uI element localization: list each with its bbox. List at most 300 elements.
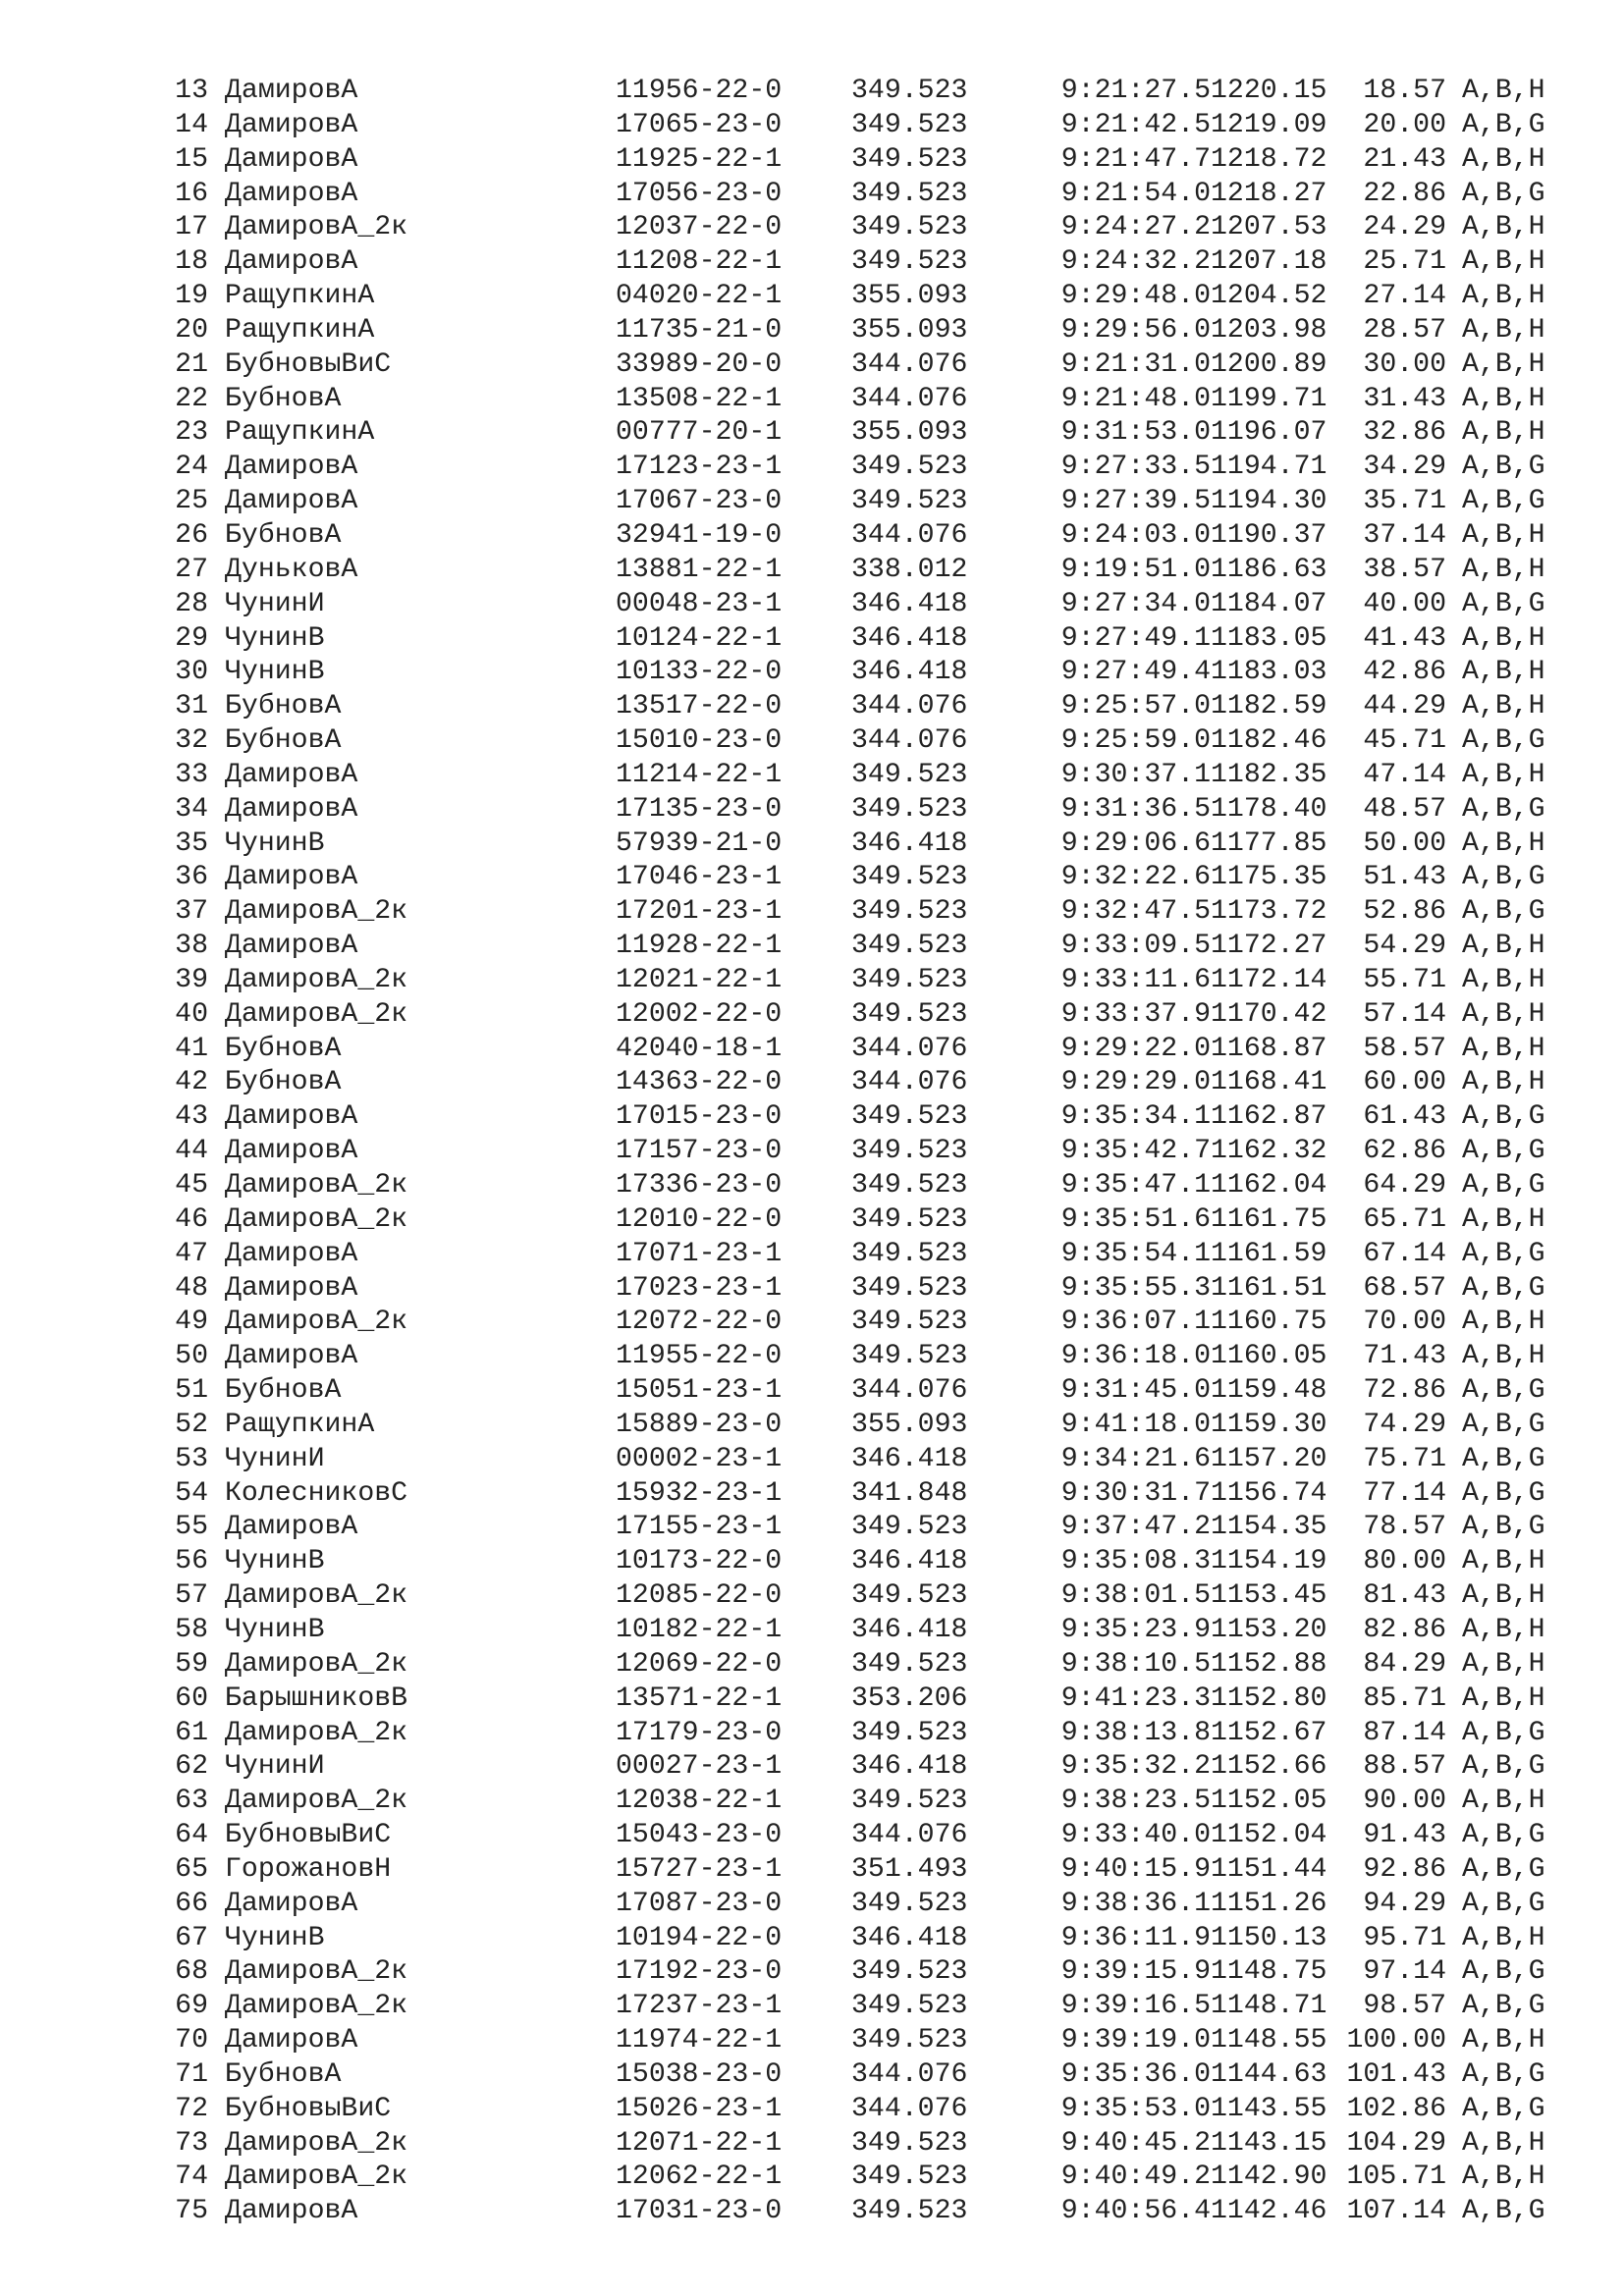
speed-cell: 1203.98 bbox=[1211, 314, 1327, 346]
speed-cell: 1182.46 bbox=[1211, 725, 1327, 757]
distance-cell: 349.523 bbox=[851, 143, 968, 175]
fancier-name-cell: ЧунинВ bbox=[225, 1922, 325, 1953]
place-number-cell: 15 bbox=[175, 143, 208, 175]
flags-cell: A,B,H bbox=[1462, 554, 1545, 585]
points-cell: 85.71 bbox=[1363, 1682, 1446, 1714]
ring-id-cell: 11208-22-1 bbox=[616, 246, 783, 278]
fancier-name-cell: БубновА bbox=[225, 725, 342, 757]
speed-cell: 1183.05 bbox=[1211, 622, 1327, 654]
flags-cell: A,B,H bbox=[1462, 1786, 1545, 1817]
place-number-cell: 48 bbox=[175, 1272, 208, 1304]
flags-cell: A,B,G bbox=[1462, 1238, 1545, 1269]
ring-id-cell: 17155-23-1 bbox=[616, 1512, 783, 1543]
table-row bbox=[157, 1648, 1545, 1682]
ring-id-cell: 13508-22-1 bbox=[616, 383, 783, 414]
flags-cell: A,B,H bbox=[1462, 212, 1545, 243]
speed-cell: 1143.15 bbox=[1211, 2127, 1327, 2159]
distance-cell: 349.523 bbox=[851, 1717, 968, 1748]
ring-id-cell: 12021-22-1 bbox=[616, 964, 783, 995]
flags-cell: A,B,H bbox=[1462, 1614, 1545, 1645]
ring-id-cell: 15038-23-0 bbox=[616, 2058, 783, 2090]
place-number-cell: 32 bbox=[175, 725, 208, 757]
points-cell: 67.14 bbox=[1363, 1238, 1446, 1269]
table-row bbox=[157, 314, 1545, 348]
arrival-time-cell: 9:38:10.5 bbox=[1060, 1648, 1211, 1680]
table-row bbox=[157, 1853, 1545, 1888]
table-row bbox=[157, 690, 1545, 724]
table-row bbox=[157, 895, 1545, 930]
table-row bbox=[157, 1100, 1545, 1135]
distance-cell: 349.523 bbox=[851, 896, 968, 928]
table-row bbox=[157, 793, 1545, 828]
distance-cell: 349.523 bbox=[851, 76, 968, 106]
flags-cell: A,B,H bbox=[1462, 2162, 1545, 2193]
ring-id-cell: 15010-23-0 bbox=[616, 725, 783, 757]
points-cell: 50.00 bbox=[1363, 828, 1446, 859]
ring-id-cell: 17067-23-0 bbox=[616, 486, 783, 517]
table-row bbox=[157, 588, 1545, 622]
flags-cell: A,B,G bbox=[1462, 1888, 1545, 1919]
fancier-name-cell: ДамировА_2к bbox=[225, 2127, 408, 2159]
points-cell: 92.86 bbox=[1363, 1853, 1446, 1885]
speed-cell: 1156.74 bbox=[1211, 1477, 1327, 1509]
speed-cell: 1159.48 bbox=[1211, 1375, 1327, 1407]
place-number-cell: 55 bbox=[175, 1512, 208, 1543]
flags-cell: A,B,H bbox=[1462, 1203, 1545, 1235]
place-number-cell: 70 bbox=[175, 2025, 208, 2056]
place-number-cell: 42 bbox=[175, 1067, 208, 1098]
place-number-cell: 14 bbox=[175, 109, 208, 140]
fancier-name-cell: ДамировА bbox=[225, 862, 358, 893]
points-cell: 72.86 bbox=[1363, 1375, 1446, 1407]
ring-id-cell: 57939-21-0 bbox=[616, 828, 783, 859]
flags-cell: A,B,G bbox=[1462, 1409, 1545, 1440]
arrival-time-cell: 9:37:47.2 bbox=[1060, 1512, 1211, 1543]
fancier-name-cell: ДамировА_2к bbox=[225, 1991, 408, 2022]
distance-cell: 349.523 bbox=[851, 1648, 968, 1680]
flags-cell: A,B,H bbox=[1462, 691, 1545, 722]
points-cell: 87.14 bbox=[1363, 1717, 1446, 1748]
table-row bbox=[157, 178, 1545, 212]
flags-cell: A,B,H bbox=[1462, 519, 1545, 551]
place-number-cell: 45 bbox=[175, 1170, 208, 1201]
points-cell: 25.71 bbox=[1363, 246, 1446, 278]
place-number-cell: 57 bbox=[175, 1580, 208, 1612]
ring-id-cell: 17237-23-1 bbox=[616, 1991, 783, 2022]
flags-cell: A,B,G bbox=[1462, 725, 1545, 757]
ring-id-cell: 17192-23-0 bbox=[616, 1956, 783, 1988]
points-cell: 54.29 bbox=[1363, 931, 1446, 962]
ring-id-cell: 11735-21-0 bbox=[616, 314, 783, 346]
points-cell: 88.57 bbox=[1363, 1751, 1446, 1783]
arrival-time-cell: 9:33:40.0 bbox=[1060, 1820, 1211, 1851]
fancier-name-cell: БубновА bbox=[225, 2058, 342, 2090]
fancier-name-cell: ДамировА_2к bbox=[225, 212, 408, 243]
points-cell: 48.57 bbox=[1363, 793, 1446, 825]
place-number-cell: 20 bbox=[175, 314, 208, 346]
table-row bbox=[157, 280, 1545, 314]
distance-cell: 349.523 bbox=[851, 452, 968, 483]
flags-cell: A,B,G bbox=[1462, 1991, 1545, 2022]
place-number-cell: 26 bbox=[175, 519, 208, 551]
points-cell: 105.71 bbox=[1346, 2162, 1446, 2193]
ring-id-cell: 33989-20-0 bbox=[616, 348, 783, 380]
points-cell: 71.43 bbox=[1363, 1341, 1446, 1372]
ring-id-cell: 17015-23-0 bbox=[616, 1101, 783, 1133]
points-cell: 28.57 bbox=[1363, 314, 1446, 346]
flags-cell: A,B,H bbox=[1462, 246, 1545, 278]
flags-cell: A,B,H bbox=[1462, 314, 1545, 346]
ring-id-cell: 00777-20-1 bbox=[616, 417, 783, 449]
distance-cell: 349.523 bbox=[851, 998, 968, 1030]
arrival-time-cell: 9:32:47.5 bbox=[1060, 896, 1211, 928]
table-row bbox=[157, 1066, 1545, 1100]
distance-cell: 346.418 bbox=[851, 1751, 968, 1783]
arrival-time-cell: 9:31:45.0 bbox=[1060, 1375, 1211, 1407]
speed-cell: 1178.40 bbox=[1211, 793, 1327, 825]
flags-cell: A,B,H bbox=[1462, 1648, 1545, 1680]
place-number-cell: 38 bbox=[175, 931, 208, 962]
ring-id-cell: 11214-22-1 bbox=[616, 759, 783, 790]
speed-cell: 1152.66 bbox=[1211, 1751, 1327, 1783]
distance-cell: 349.523 bbox=[851, 178, 968, 209]
table-row bbox=[157, 1750, 1545, 1785]
place-number-cell: 36 bbox=[175, 862, 208, 893]
fancier-name-cell: БубновыВиС bbox=[225, 348, 392, 380]
points-cell: 104.29 bbox=[1346, 2127, 1446, 2159]
distance-cell: 349.523 bbox=[851, 759, 968, 790]
speed-cell: 1183.03 bbox=[1211, 657, 1327, 688]
fancier-name-cell: ДамировА bbox=[225, 76, 358, 106]
place-number-cell: 71 bbox=[175, 2058, 208, 2090]
arrival-time-cell: 9:30:31.7 bbox=[1060, 1477, 1211, 1509]
arrival-time-cell: 9:21:54.0 bbox=[1060, 178, 1211, 209]
speed-cell: 1152.05 bbox=[1211, 1786, 1327, 1817]
points-cell: 77.14 bbox=[1363, 1477, 1446, 1509]
fancier-name-cell: ЧунинВ bbox=[225, 828, 325, 859]
flags-cell: A,B,H bbox=[1462, 964, 1545, 995]
distance-cell: 346.418 bbox=[851, 828, 968, 859]
table-row bbox=[157, 1579, 1545, 1614]
place-number-cell: 19 bbox=[175, 281, 208, 312]
table-row bbox=[157, 1511, 1545, 1545]
table-row bbox=[157, 1717, 1545, 1751]
ring-id-cell: 12072-22-0 bbox=[616, 1307, 783, 1338]
arrival-time-cell: 9:29:48.0 bbox=[1060, 281, 1211, 312]
arrival-time-cell: 9:39:19.0 bbox=[1060, 2025, 1211, 2056]
table-row bbox=[157, 211, 1545, 245]
fancier-name-cell: ЧунинИ bbox=[225, 1751, 325, 1783]
place-number-cell: 62 bbox=[175, 1751, 208, 1783]
speed-cell: 1175.35 bbox=[1211, 862, 1327, 893]
points-cell: 40.00 bbox=[1363, 588, 1446, 619]
ring-id-cell: 15889-23-0 bbox=[616, 1409, 783, 1440]
points-cell: 80.00 bbox=[1363, 1546, 1446, 1577]
table-row bbox=[157, 828, 1545, 862]
speed-cell: 1142.46 bbox=[1211, 2196, 1327, 2227]
distance-cell: 344.076 bbox=[851, 1375, 968, 1407]
place-number-cell: 54 bbox=[175, 1477, 208, 1509]
table-row bbox=[157, 2127, 1545, 2162]
fancier-name-cell: РащупкинА bbox=[225, 281, 375, 312]
flags-cell: A,B,G bbox=[1462, 1853, 1545, 1885]
speed-cell: 1177.85 bbox=[1211, 828, 1327, 859]
arrival-time-cell: 9:27:49.4 bbox=[1060, 657, 1211, 688]
place-number-cell: 63 bbox=[175, 1786, 208, 1817]
place-number-cell: 52 bbox=[175, 1409, 208, 1440]
points-cell: 61.43 bbox=[1363, 1101, 1446, 1133]
fancier-name-cell: ДамировА bbox=[225, 1341, 358, 1372]
points-cell: 41.43 bbox=[1363, 622, 1446, 654]
speed-cell: 1182.59 bbox=[1211, 691, 1327, 722]
flags-cell: A,B,G bbox=[1462, 1101, 1545, 1133]
arrival-time-cell: 9:35:32.2 bbox=[1060, 1751, 1211, 1783]
table-row bbox=[157, 2161, 1545, 2195]
table-row bbox=[157, 245, 1545, 280]
distance-cell: 344.076 bbox=[851, 1067, 968, 1098]
speed-cell: 1218.27 bbox=[1211, 178, 1327, 209]
distance-cell: 344.076 bbox=[851, 1820, 968, 1851]
speed-cell: 1194.30 bbox=[1211, 486, 1327, 517]
flags-cell: A,B,G bbox=[1462, 486, 1545, 517]
distance-cell: 349.523 bbox=[851, 1170, 968, 1201]
place-number-cell: 59 bbox=[175, 1648, 208, 1680]
table-row bbox=[157, 1819, 1545, 1853]
speed-cell: 1161.59 bbox=[1211, 1238, 1327, 1269]
arrival-time-cell: 9:21:47.7 bbox=[1060, 143, 1211, 175]
fancier-name-cell: ДамировА bbox=[225, 246, 358, 278]
table-row bbox=[157, 485, 1545, 519]
fancier-name-cell: ДамировА bbox=[225, 143, 358, 175]
flags-cell: A,B,G bbox=[1462, 1751, 1545, 1783]
distance-cell: 346.418 bbox=[851, 1614, 968, 1645]
fancier-name-cell: ДамировА_2к bbox=[225, 1956, 408, 1988]
fancier-name-cell: РащупкинА bbox=[225, 314, 375, 346]
points-cell: 68.57 bbox=[1363, 1272, 1446, 1304]
ring-id-cell: 11925-22-1 bbox=[616, 143, 783, 175]
ring-id-cell: 13881-22-1 bbox=[616, 554, 783, 585]
table-row bbox=[157, 1169, 1545, 1203]
distance-cell: 349.523 bbox=[851, 964, 968, 995]
distance-cell: 346.418 bbox=[851, 1546, 968, 1577]
distance-cell: 344.076 bbox=[851, 1033, 968, 1064]
place-number-cell: 75 bbox=[175, 2196, 208, 2227]
distance-cell: 349.523 bbox=[851, 931, 968, 962]
table-row bbox=[157, 998, 1545, 1033]
fancier-name-cell: ДамировА_2к bbox=[225, 964, 408, 995]
fancier-name-cell: ЧунинВ bbox=[225, 1614, 325, 1645]
speed-cell: 1159.30 bbox=[1211, 1409, 1327, 1440]
arrival-time-cell: 9:27:49.1 bbox=[1060, 622, 1211, 654]
speed-cell: 1207.53 bbox=[1211, 212, 1327, 243]
distance-cell: 353.206 bbox=[851, 1682, 968, 1714]
speed-cell: 1199.71 bbox=[1211, 383, 1327, 414]
points-cell: 81.43 bbox=[1363, 1580, 1446, 1612]
points-cell: 98.57 bbox=[1363, 1991, 1446, 2022]
table-row bbox=[157, 1135, 1545, 1169]
distance-cell: 349.523 bbox=[851, 1307, 968, 1338]
distance-cell: 346.418 bbox=[851, 1443, 968, 1474]
fancier-name-cell: ДамировА bbox=[225, 452, 358, 483]
ring-id-cell: 17336-23-0 bbox=[616, 1170, 783, 1201]
points-cell: 84.29 bbox=[1363, 1648, 1446, 1680]
flags-cell: A,B,H bbox=[1462, 348, 1545, 380]
flags-cell: A,B,G bbox=[1462, 178, 1545, 209]
distance-cell: 349.523 bbox=[851, 1136, 968, 1167]
fancier-name-cell: БубновА bbox=[225, 1067, 342, 1098]
arrival-time-cell: 9:27:39.5 bbox=[1060, 486, 1211, 517]
arrival-time-cell: 9:38:13.8 bbox=[1060, 1717, 1211, 1748]
flags-cell: A,B,H bbox=[1462, 828, 1545, 859]
distance-cell: 349.523 bbox=[851, 212, 968, 243]
place-number-cell: 25 bbox=[175, 486, 208, 517]
table-row bbox=[157, 554, 1545, 588]
distance-cell: 349.523 bbox=[851, 1341, 968, 1372]
distance-cell: 344.076 bbox=[851, 383, 968, 414]
ring-id-cell: 17023-23-1 bbox=[616, 1272, 783, 1304]
arrival-time-cell: 9:35:53.0 bbox=[1060, 2093, 1211, 2124]
flags-cell: A,B,H bbox=[1462, 1067, 1545, 1098]
arrival-time-cell: 9:29:06.6 bbox=[1060, 828, 1211, 859]
fancier-name-cell: ДамировА_2к bbox=[225, 1648, 408, 1680]
ring-id-cell: 17157-23-0 bbox=[616, 1136, 783, 1167]
table-row bbox=[157, 930, 1545, 964]
flags-cell: A,B,H bbox=[1462, 998, 1545, 1030]
ring-id-cell: 12010-22-0 bbox=[616, 1203, 783, 1235]
speed-cell: 1172.14 bbox=[1211, 964, 1327, 995]
distance-cell: 355.093 bbox=[851, 281, 968, 312]
fancier-name-cell: ДамировА_2к bbox=[225, 1170, 408, 1201]
flags-cell: A,B,H bbox=[1462, 76, 1545, 106]
speed-cell: 1190.37 bbox=[1211, 519, 1327, 551]
points-cell: 94.29 bbox=[1363, 1888, 1446, 1919]
table-row bbox=[157, 109, 1545, 143]
fancier-name-cell: ДамировА bbox=[225, 2025, 358, 2056]
points-cell: 78.57 bbox=[1363, 1512, 1446, 1543]
arrival-time-cell: 9:31:36.5 bbox=[1060, 793, 1211, 825]
flags-cell: A,B,H bbox=[1462, 281, 1545, 312]
flags-cell: A,B,G bbox=[1462, 896, 1545, 928]
ring-id-cell: 12071-22-1 bbox=[616, 2127, 783, 2159]
fancier-name-cell: РащупкинА bbox=[225, 1409, 375, 1440]
distance-cell: 349.523 bbox=[851, 2196, 968, 2227]
distance-cell: 349.523 bbox=[851, 862, 968, 893]
table-row bbox=[157, 1443, 1545, 1477]
flags-cell: A,B,H bbox=[1462, 1682, 1545, 1714]
points-cell: 102.86 bbox=[1346, 2093, 1446, 2124]
speed-cell: 1204.52 bbox=[1211, 281, 1327, 312]
ring-id-cell: 10194-22-0 bbox=[616, 1922, 783, 1953]
ring-id-cell: 12062-22-1 bbox=[616, 2162, 783, 2193]
points-cell: 35.71 bbox=[1363, 486, 1446, 517]
table-row bbox=[157, 2058, 1545, 2093]
distance-cell: 346.418 bbox=[851, 588, 968, 619]
distance-cell: 349.523 bbox=[851, 1203, 968, 1235]
table-row bbox=[157, 1306, 1545, 1340]
speed-cell: 1172.27 bbox=[1211, 931, 1327, 962]
table-row bbox=[157, 1033, 1545, 1067]
table-row bbox=[157, 2024, 1545, 2058]
arrival-time-cell: 9:38:36.1 bbox=[1060, 1888, 1211, 1919]
arrival-time-cell: 9:38:01.5 bbox=[1060, 1580, 1211, 1612]
ring-id-cell: 15051-23-1 bbox=[616, 1375, 783, 1407]
place-number-cell: 29 bbox=[175, 622, 208, 654]
points-cell: 74.29 bbox=[1363, 1409, 1446, 1440]
table-row bbox=[157, 1272, 1545, 1307]
points-cell: 32.86 bbox=[1363, 417, 1446, 449]
ring-id-cell: 10182-22-1 bbox=[616, 1614, 783, 1645]
ring-id-cell: 17046-23-1 bbox=[616, 862, 783, 893]
ring-id-cell: 15727-23-1 bbox=[616, 1853, 783, 1885]
arrival-time-cell: 9:21:31.0 bbox=[1060, 348, 1211, 380]
flags-cell: A,B,G bbox=[1462, 2093, 1545, 2124]
speed-cell: 1162.04 bbox=[1211, 1170, 1327, 1201]
arrival-time-cell: 9:21:42.5 bbox=[1060, 109, 1211, 140]
points-cell: 57.14 bbox=[1363, 998, 1446, 1030]
speed-cell: 1207.18 bbox=[1211, 246, 1327, 278]
flags-cell: A,B,H bbox=[1462, 1341, 1545, 1372]
place-number-cell: 33 bbox=[175, 759, 208, 790]
speed-cell: 1144.63 bbox=[1211, 2058, 1327, 2090]
flags-cell: A,B,G bbox=[1462, 1477, 1545, 1509]
distance-cell: 355.093 bbox=[851, 417, 968, 449]
speed-cell: 1151.26 bbox=[1211, 1888, 1327, 1919]
arrival-time-cell: 9:35:36.0 bbox=[1060, 2058, 1211, 2090]
distance-cell: 344.076 bbox=[851, 2093, 968, 2124]
points-cell: 24.29 bbox=[1363, 212, 1446, 243]
arrival-time-cell: 9:21:48.0 bbox=[1060, 383, 1211, 414]
ring-id-cell: 17065-23-0 bbox=[616, 109, 783, 140]
fancier-name-cell: ДамировА bbox=[225, 1238, 358, 1269]
ring-id-cell: 17135-23-0 bbox=[616, 793, 783, 825]
fancier-name-cell: БубновыВиС bbox=[225, 2093, 392, 2124]
place-number-cell: 61 bbox=[175, 1717, 208, 1748]
ring-id-cell: 15932-23-1 bbox=[616, 1477, 783, 1509]
speed-cell: 1200.89 bbox=[1211, 348, 1327, 380]
place-number-cell: 30 bbox=[175, 657, 208, 688]
points-cell: 82.86 bbox=[1363, 1614, 1446, 1645]
arrival-time-cell: 9:41:23.3 bbox=[1060, 1682, 1211, 1714]
ring-id-cell: 15026-23-1 bbox=[616, 2093, 783, 2124]
fancier-name-cell: БубновА bbox=[225, 519, 342, 551]
arrival-time-cell: 9:29:29.0 bbox=[1060, 1067, 1211, 1098]
speed-cell: 1154.19 bbox=[1211, 1546, 1327, 1577]
distance-cell: 349.523 bbox=[851, 486, 968, 517]
table-row bbox=[157, 2093, 1545, 2127]
place-number-cell: 58 bbox=[175, 1614, 208, 1645]
place-number-cell: 43 bbox=[175, 1101, 208, 1133]
arrival-time-cell: 9:36:07.1 bbox=[1060, 1307, 1211, 1338]
points-cell: 62.86 bbox=[1363, 1136, 1446, 1167]
arrival-time-cell: 9:29:22.0 bbox=[1060, 1033, 1211, 1064]
place-number-cell: 17 bbox=[175, 212, 208, 243]
points-cell: 37.14 bbox=[1363, 519, 1446, 551]
results-table bbox=[157, 75, 1545, 2229]
ring-id-cell: 12002-22-0 bbox=[616, 998, 783, 1030]
place-number-cell: 72 bbox=[175, 2093, 208, 2124]
ring-id-cell: 10124-22-1 bbox=[616, 622, 783, 654]
arrival-time-cell: 9:35:54.1 bbox=[1060, 1238, 1211, 1269]
place-number-cell: 53 bbox=[175, 1443, 208, 1474]
speed-cell: 1150.13 bbox=[1211, 1922, 1327, 1953]
ring-id-cell: 10133-22-0 bbox=[616, 657, 783, 688]
points-cell: 95.71 bbox=[1363, 1922, 1446, 1953]
fancier-name-cell: ДамировА bbox=[225, 178, 358, 209]
ring-id-cell: 04020-22-1 bbox=[616, 281, 783, 312]
speed-cell: 1220.15 bbox=[1211, 76, 1327, 106]
fancier-name-cell: ГорожановН bbox=[225, 1853, 392, 1885]
speed-cell: 1182.35 bbox=[1211, 759, 1327, 790]
